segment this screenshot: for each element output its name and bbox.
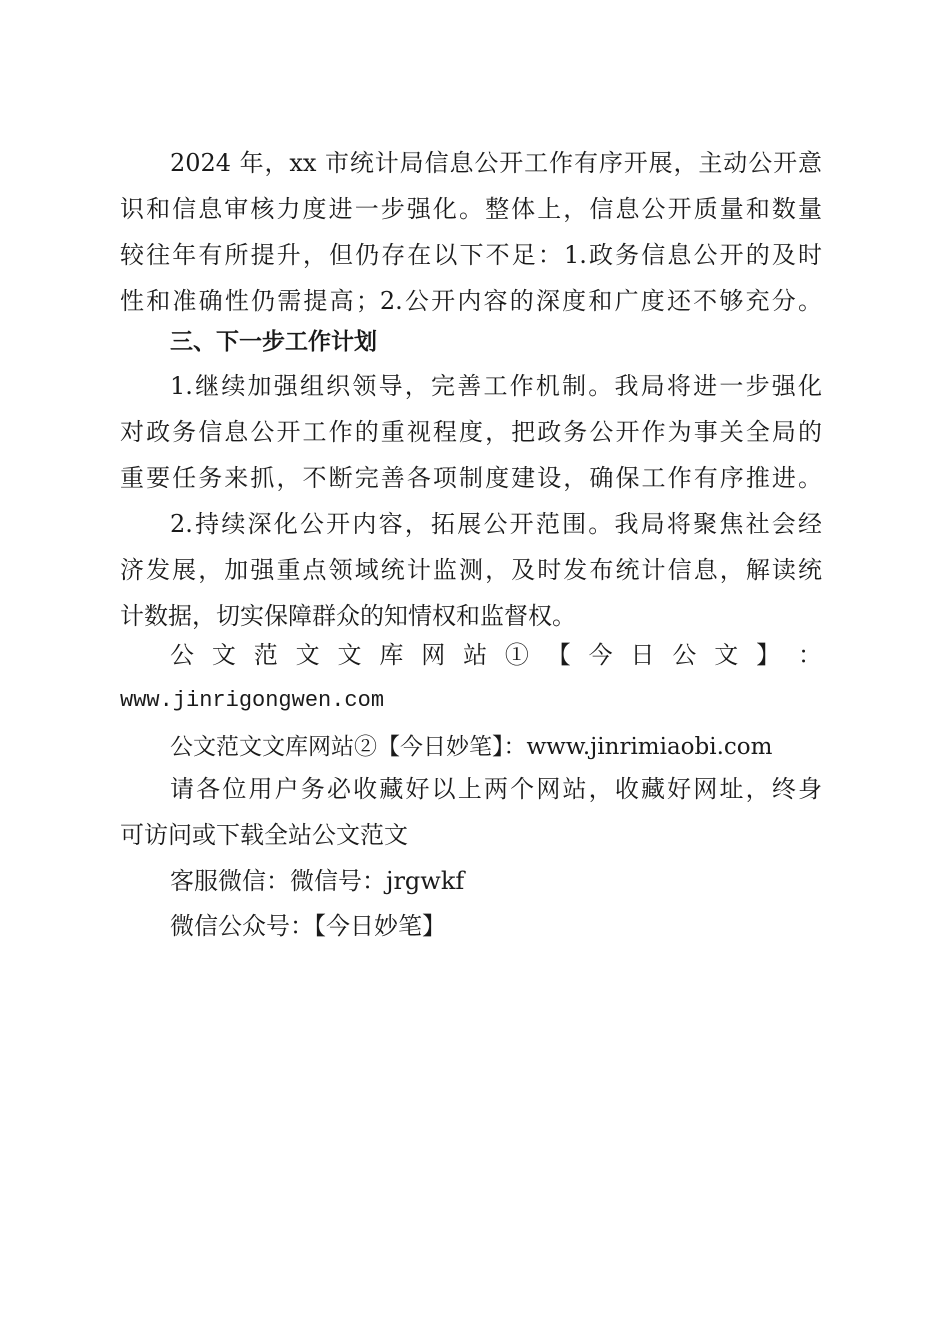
paragraph-line: 2.持续深化公开内容，拓展公开范围。我局将聚焦社会经 bbox=[170, 510, 822, 538]
paragraph-line: 性和准确性仍需提高；2.公开内容的深度和广度还不够充分。 bbox=[120, 287, 822, 315]
notice-line: 请各位用户务必收藏好以上两个网站，收藏好网址，终身 bbox=[170, 775, 822, 803]
section-heading: 三、下一步工作计划 bbox=[170, 329, 377, 355]
paragraph-line: 济发展，加强重点领域统计监测，及时发布统计信息，解读统 bbox=[120, 556, 822, 584]
notice-line: 可访问或下载全站公文范文 bbox=[120, 821, 408, 849]
paragraph-line: 识和信息审核力度进一步强化。整体上，信息公开质量和数量 bbox=[120, 195, 822, 223]
paragraph-line: 对政务信息公开工作的重视程度，把政务公开作为事关全局的 bbox=[120, 418, 822, 446]
paragraph-line: 较往年有所提升，但仍存在以下不足：1.政务信息公开的及时 bbox=[120, 241, 822, 269]
website-1-label: 公 文 范 文 文 库 网 站 ① 【 今 日 公 文 】 ： bbox=[170, 641, 822, 669]
paragraph-line: 2024 年，xx 市统计局信息公开工作有序开展，主动公开意 bbox=[170, 149, 822, 177]
paragraph-line: 计数据，切实保障群众的知情权和监督权。 bbox=[120, 602, 576, 630]
service-wechat: 客服微信：微信号：jrgwkf bbox=[170, 867, 465, 895]
paragraph-line: 1.继续加强组织领导，完善工作机制。我局将进一步强化 bbox=[170, 372, 822, 400]
website-2-line[interactable]: 公文范文文库网站②【今日妙笔】：www.jinrimiaobi.com bbox=[170, 734, 773, 760]
official-account: 微信公众号：【今日妙笔】 bbox=[170, 912, 446, 940]
website-1-url[interactable]: www.jinrigongwen.com bbox=[120, 688, 385, 713]
paragraph-line: 重要任务来抓，不断完善各项制度建设，确保工作有序推进。 bbox=[120, 464, 822, 492]
